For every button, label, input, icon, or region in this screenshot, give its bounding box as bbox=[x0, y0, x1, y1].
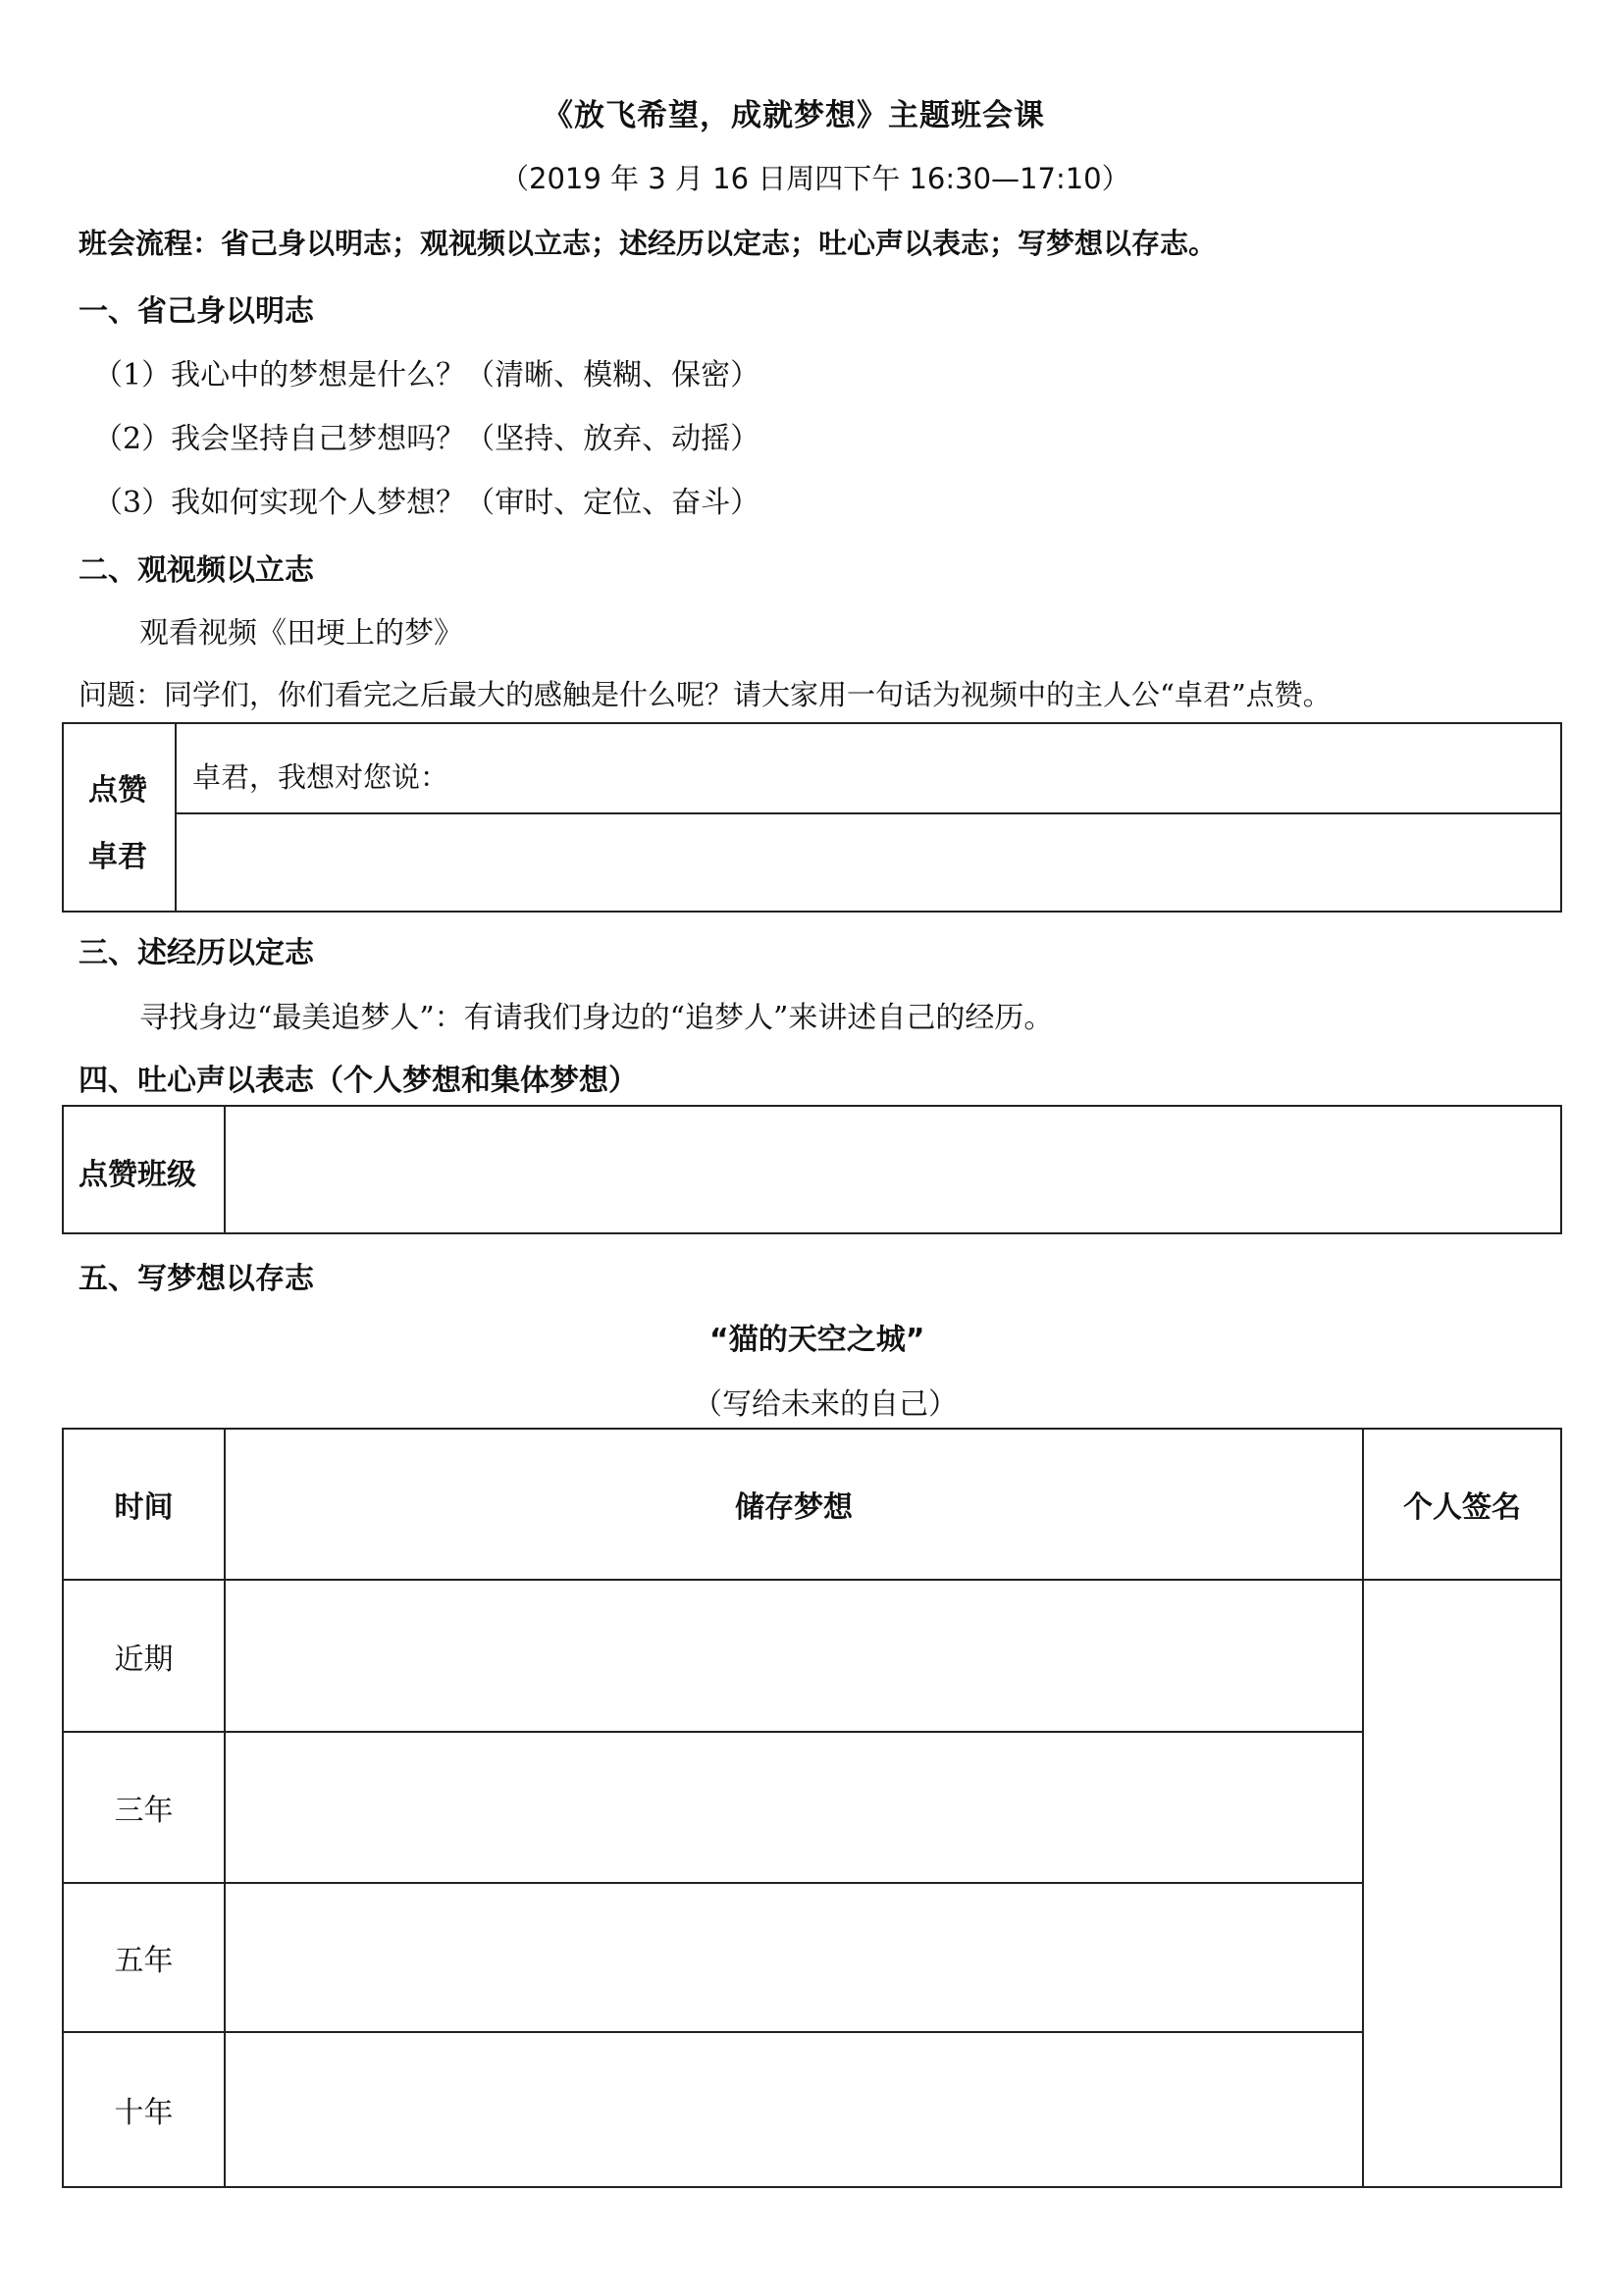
dream-table-subtitle: （写给未来的自己） bbox=[693, 1387, 958, 1422]
header-signature: 个人签名 bbox=[1403, 1490, 1521, 1525]
dream-field-near[interactable] bbox=[228, 1583, 1360, 1729]
row-label-three-years: 三年 bbox=[114, 1794, 174, 1828]
video-question: 问题：同学们，你们看完之后最大的感触是什么呢？请大家用一句话为视频中的主人公“卓君”点赞。 bbox=[79, 678, 1332, 711]
section-1-question-3: （3）我如何实现个人梦想？（审时、定位、奋斗） bbox=[93, 486, 760, 520]
section-1-question-2: （2）我会坚持自己梦想吗？（坚持、放弃、动摇） bbox=[93, 422, 760, 456]
dream-field-five-years[interactable] bbox=[228, 1886, 1360, 2029]
praise-label-line-2: 卓君 bbox=[88, 840, 147, 874]
section-3-heading: 三、述经历以定志 bbox=[79, 936, 314, 970]
praise-answer-field[interactable] bbox=[179, 816, 1558, 909]
document-title: 《放飞希望，成就梦想》主题班会课 bbox=[543, 98, 1045, 133]
header-dream: 储存梦想 bbox=[735, 1490, 853, 1525]
class-praise-field[interactable] bbox=[228, 1109, 1558, 1230]
section-2-heading: 二、观视频以立志 bbox=[79, 553, 314, 588]
header-time: 时间 bbox=[114, 1490, 174, 1525]
section-3-text: 寻找身边“最美追梦人”：有请我们身边的“追梦人”来讲述自己的经历。 bbox=[139, 1001, 1054, 1035]
class-praise-label: 点赞班级 bbox=[79, 1158, 196, 1192]
video-title: 观看视频《田埂上的梦》 bbox=[139, 616, 463, 651]
section-4-heading: 四、吐心声以表志（个人梦想和集体梦想） bbox=[79, 1064, 638, 1098]
document-subtitle: （2019 年 3 月 16 日周四下午 16:30—17:10） bbox=[500, 162, 1130, 195]
dream-table-title: “猫的天空之城” bbox=[709, 1323, 925, 1357]
praise-prompt: 卓君，我想对您说： bbox=[192, 760, 449, 794]
flow-text: 班会流程：省己身以明志；观视频以立志；述经历以定志；吐心声以表志；写梦想以存志。 bbox=[79, 227, 1218, 260]
row-label-five-years: 五年 bbox=[114, 1944, 174, 1978]
dream-field-ten-years[interactable] bbox=[228, 2035, 1360, 2184]
row-label-ten-years: 十年 bbox=[114, 2096, 174, 2130]
section-5-heading: 五、写梦想以存志 bbox=[79, 1262, 314, 1296]
dream-field-three-years[interactable] bbox=[228, 1735, 1360, 1880]
section-1-question-1: （1）我心中的梦想是什么？（清晰、模糊、保密） bbox=[93, 358, 760, 392]
praise-label-line-1: 点赞 bbox=[88, 773, 147, 808]
signature-field[interactable] bbox=[1366, 1583, 1558, 2184]
section-1-heading: 一、省己身以明志 bbox=[79, 294, 314, 329]
row-label-near: 近期 bbox=[114, 1642, 174, 1677]
